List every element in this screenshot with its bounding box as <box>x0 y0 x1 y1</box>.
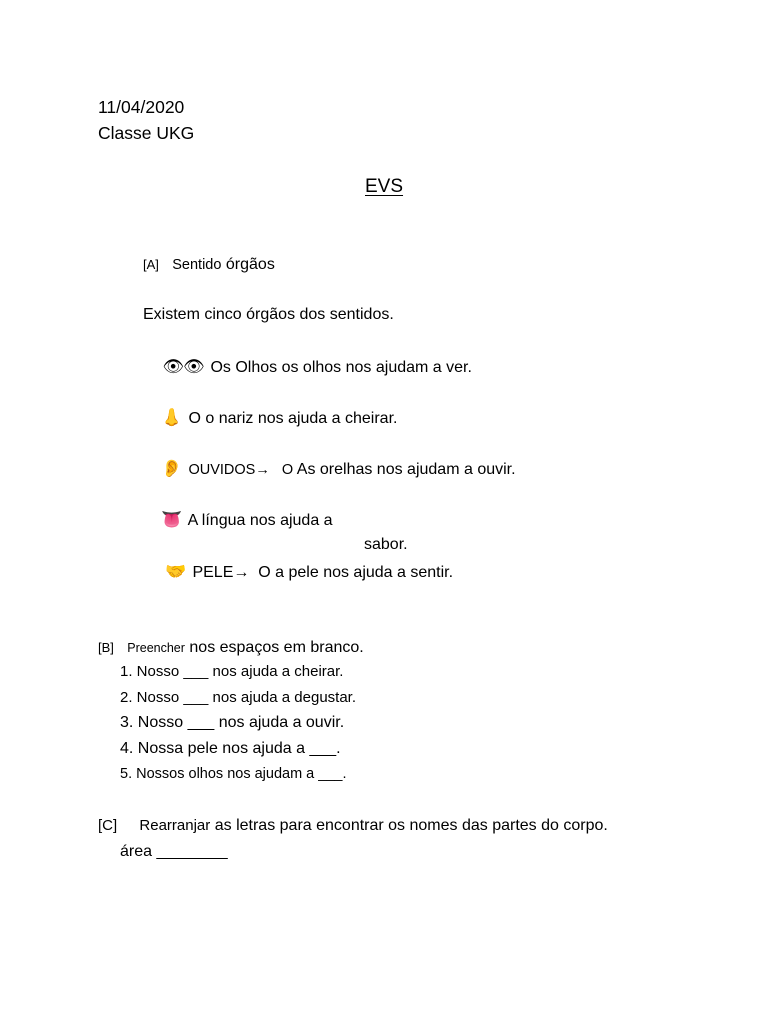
sense-item-text: O o nariz nos ajuda a cheirar. <box>188 410 398 427</box>
scrambled-word-row <box>120 843 228 861</box>
section-a-heading-small: Sentido <box>172 257 222 273</box>
section-b-heading-large: nos espaços em branco. <box>189 639 364 656</box>
sense-item-nose <box>160 408 397 428</box>
fill-blank-item-2: 2. Nosso ___ nos ajuda a degustar. <box>120 689 357 706</box>
nose-icon: 👃 <box>161 408 183 427</box>
sense-item-tongue <box>160 510 333 530</box>
sense-item-text: Os Olhos os olhos nos ajudam a ver. <box>210 359 472 376</box>
handshake-icon: 🤝 <box>165 562 187 581</box>
sense-item-text: A língua nos ajuda a <box>187 512 333 529</box>
sense-item-tongue-continuation: sabor. <box>364 536 408 553</box>
sense-item-skin <box>164 562 453 582</box>
fill-blank-item-1: 1. Nosso ___ nos ajuda a cheirar. <box>120 663 344 680</box>
section-c-heading <box>98 817 608 835</box>
section-a-intro: Existem cinco órgãos dos sentidos. <box>143 306 394 323</box>
section-c-heading-large: as letras para encontrar os nomes das partes do corpo. <box>214 817 608 834</box>
section-a-heading-large: órgãos <box>225 256 275 273</box>
page-title: EVS <box>365 176 404 197</box>
tongue-icon: 👅 <box>161 510 183 529</box>
scrambled-word: área <box>120 843 153 860</box>
section-c-heading-small: Rearranjar <box>139 817 211 834</box>
class-name: Classe UKG <box>98 123 195 143</box>
date: 11/04/2020 <box>98 97 185 117</box>
section-a-tag: [A] <box>143 257 159 272</box>
fill-blank-item-3: 3. Nosso ___ nos ajuda a ouvir. <box>120 714 345 731</box>
fill-blank-item-4: 4. Nossa pele nos ajuda a ___. <box>120 740 341 757</box>
section-a-heading <box>143 256 275 274</box>
section-b-heading <box>98 639 364 657</box>
eyes-icon: 👁👁 <box>162 357 204 376</box>
ear-icon: 👂 <box>161 459 183 478</box>
sense-item-text: As orelhas nos ajudam a ouvir. <box>296 461 516 478</box>
section-b-tag: [B] <box>98 640 114 655</box>
fill-blank-item-5: 5. Nossos olhos nos ajudam a ___. <box>120 766 347 782</box>
section-b-heading-small: Preencher <box>127 641 185 655</box>
sense-item-eyes <box>160 357 472 377</box>
sense-item-ears <box>160 459 516 479</box>
sense-item-text: PELE→ O a pele nos ajuda a sentir. <box>192 564 454 581</box>
sense-item-label-small: OUVIDOS→ O <box>188 462 294 478</box>
answer-blank: ________ <box>156 843 228 860</box>
section-c-tag: [C] <box>98 817 118 834</box>
